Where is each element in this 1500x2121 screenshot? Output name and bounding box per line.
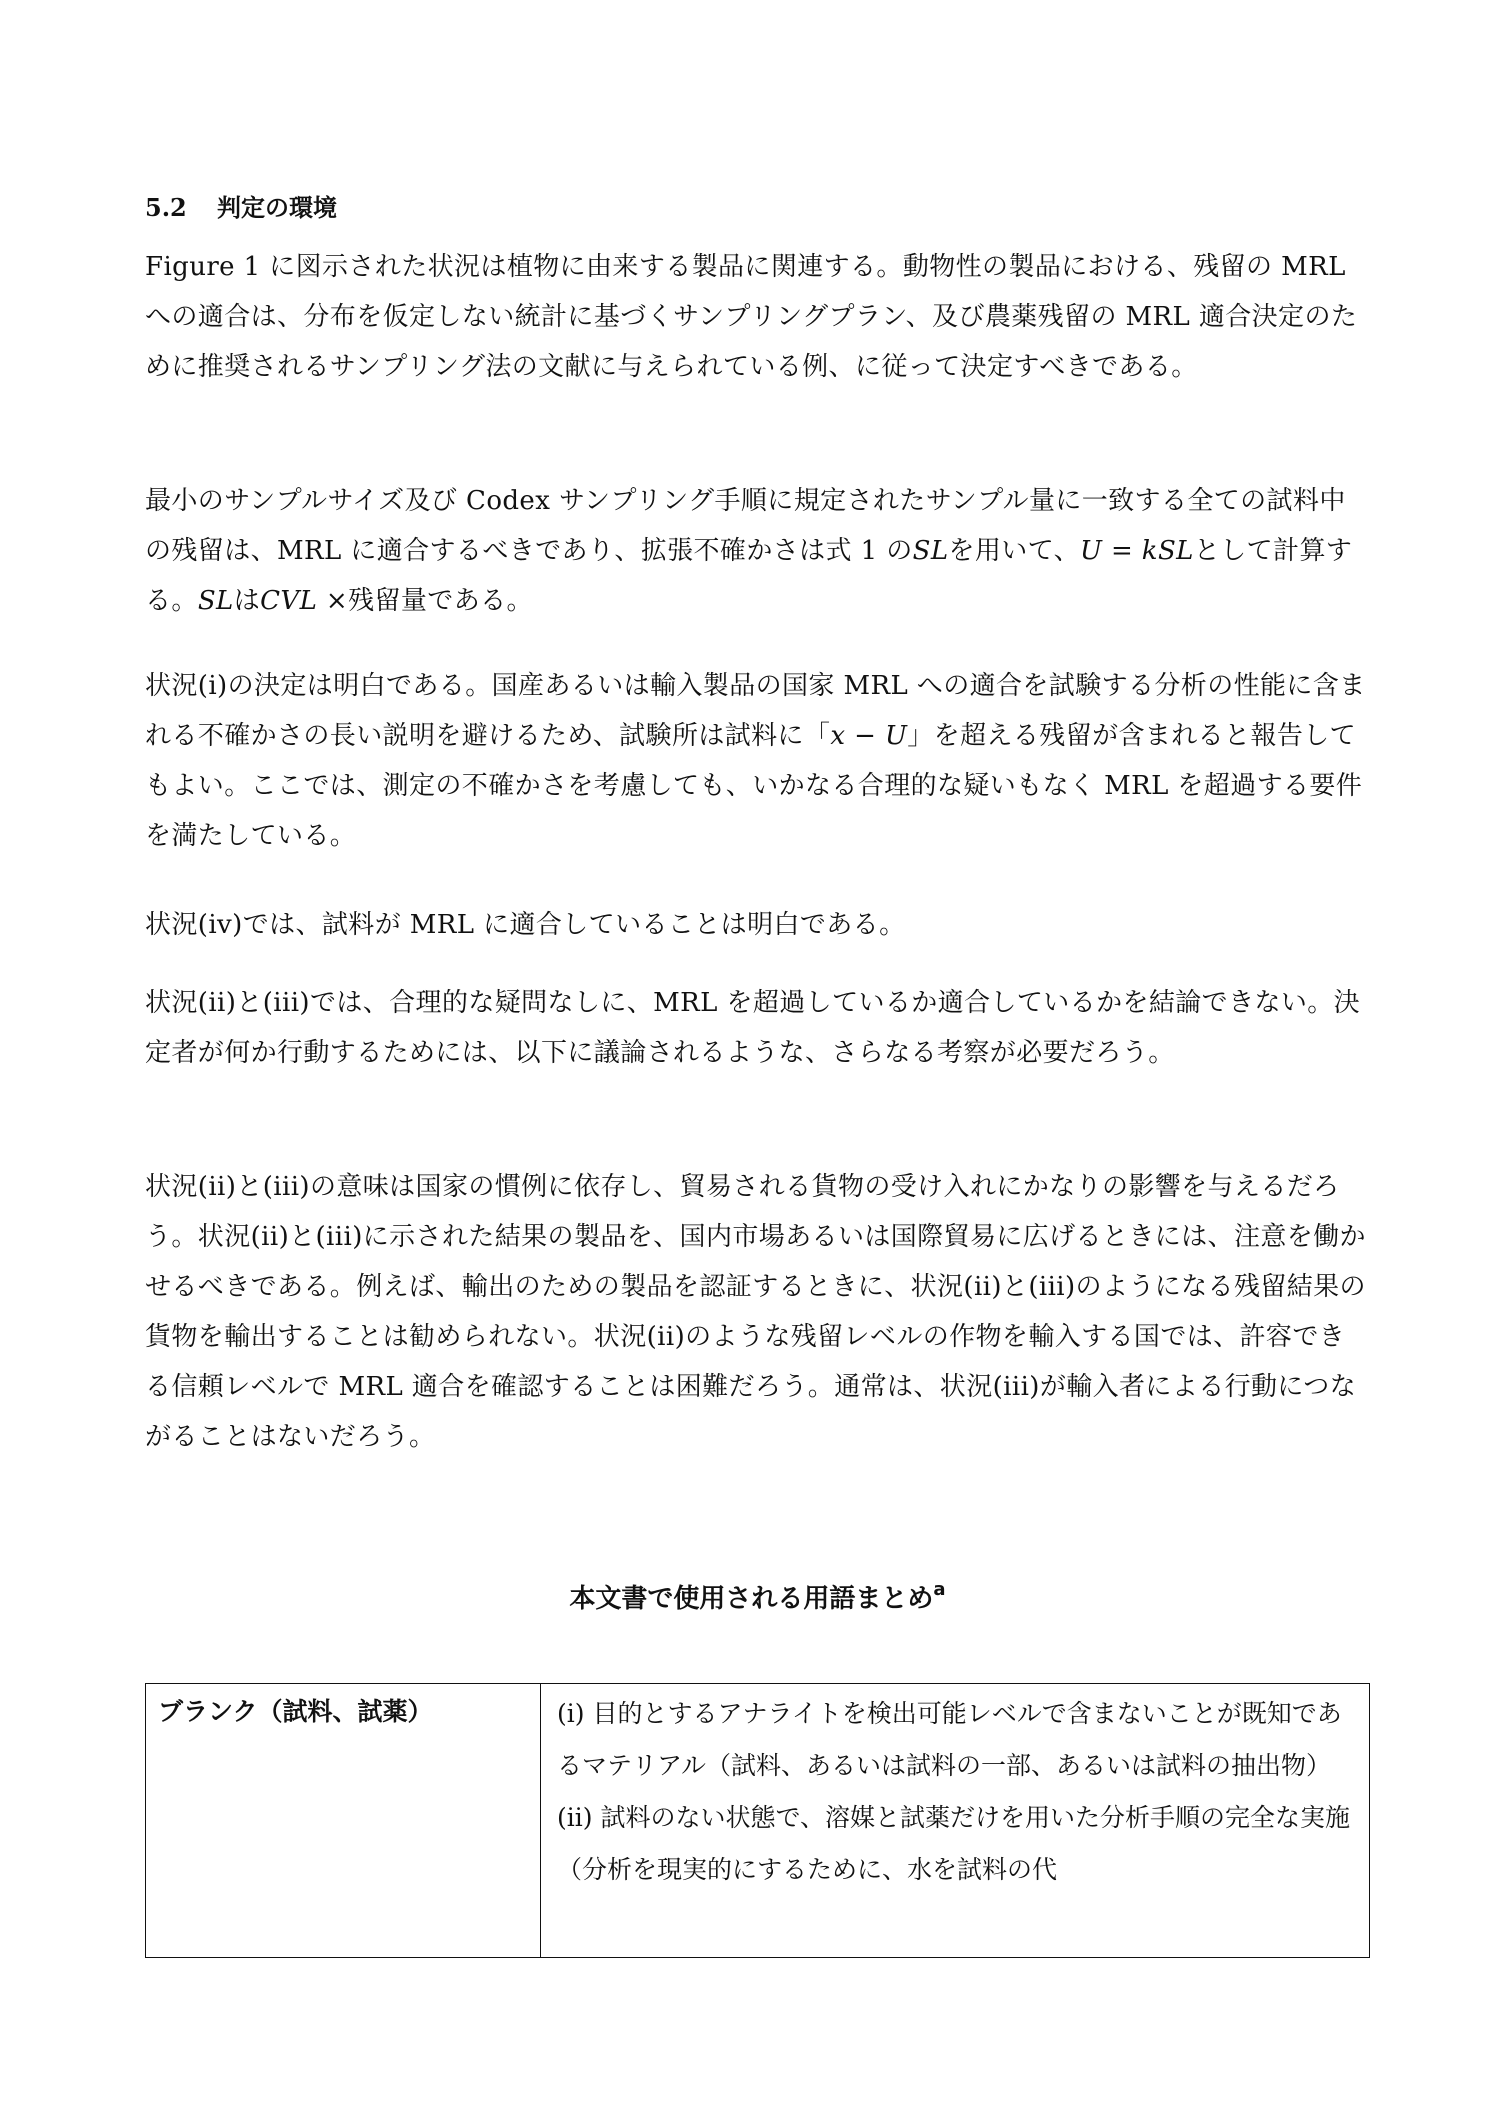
text-run: を用いて、 xyxy=(948,536,1080,566)
paragraph-text: Figure 1 に図示された状況は植物に由来する製品に関連する。動物性の製品における、残留の MRL への適合は、分布を仮定しない統計に基づくサンプリングプラン、及び農薬残留の MRL 適合決定のために推奨されるサンプリング法の文献に与えられている例、に従って決定すべきである。 xyxy=(145,252,1358,382)
section-number: 5.2 xyxy=(145,193,187,222)
text-run: として計算する。 xyxy=(145,536,1353,616)
paragraph-text: 状況(iv)では、試料が MRL に適合していることは明白である。 xyxy=(145,910,906,940)
paragraph-figure-context xyxy=(145,242,1370,392)
paragraph-situation-i xyxy=(145,661,1370,861)
text-run: ×残留量である。 xyxy=(317,586,533,616)
paragraph-situation-ii-iii xyxy=(145,978,1370,1078)
glossary-definition-item: (i) 目的とするアナライトを検出可能レベルで含まないことが既知であるマテリアル（試料、あるいは試料の一部、あるいは試料の抽出物） xyxy=(557,1699,1342,1780)
paragraph-implications xyxy=(145,1162,1370,1462)
paragraph-text xyxy=(145,661,1370,861)
math-cvl: CVL xyxy=(260,586,318,616)
paragraph-uncertainty xyxy=(145,476,1370,626)
glossary-definition-item: (ii) 試料のない状態で、溶媒と試薬だけを用いた分析手順の完全な実施（分析を現実的にするために、水を試料の代 xyxy=(557,1803,1350,1884)
glossary-definition-cell xyxy=(541,1684,1369,1957)
paragraph-text: 状況(ii)と(iii)の意味は国家の慣例に依存し、貿易される貨物の受け入れにかなりの影響を与えるだろう。状況(ii)と(iii)に示された結果の製品を、国内市場あるいは国際貿易に広げるときには、注意を働かせるべきである。例えば、輸出のための製品を認証するときに、状況(ii)と(iii)のようになる残留結果の貨物を輸出することは勧められない。状況(ii)のような残留レベルの作物を輸入する国では、許容できる信頼レベルで MRL 適合を確認することは困難だろう。通常は、状況(iii)が輸入者による行動につながることはないだろう。 xyxy=(145,1172,1366,1452)
text-run: 最小のサンプルサイズ及び Codex サンプリング手順に規定されたサンプル量に一致する全ての試料中の残留は、MRL に適合するべきであり、拡張不確かさは式 1 の xyxy=(145,486,1346,566)
math-formula: x − U xyxy=(830,721,908,751)
glossary-title-text: 本文書で使用される用語まとめ xyxy=(569,1584,934,1614)
math-sl: SL xyxy=(197,586,234,616)
text-run: は xyxy=(233,586,261,616)
paragraph-situation-iv xyxy=(145,900,1370,950)
paragraph-text: 状況(ii)と(iii)では、合理的な疑問なしに、MRL を超過しているか適合しているかを結論できない。決定者が何か行動するためには、以下に議論されるような、さらなる考察が必要だろう。 xyxy=(145,988,1361,1068)
glossary-term: ブランク（試料、試薬） xyxy=(158,1697,433,1726)
section-heading xyxy=(145,190,337,226)
section-title: 判定の環境 xyxy=(217,194,337,222)
math-formula: U = kSL xyxy=(1079,536,1194,566)
paragraph-text xyxy=(145,476,1370,626)
glossary-table xyxy=(145,1683,1370,1958)
glossary-title-footnote-marker: a xyxy=(933,1579,946,1600)
text-run: 」を超える残留が含まれると報告してもよい。ここでは、測定の不確かさを考慮しても、いかなる合理的な疑いもなく MRL を超過する要件を満たしている。 xyxy=(145,721,1363,851)
glossary-title xyxy=(145,1570,1370,1619)
glossary-term-cell xyxy=(146,1684,541,1957)
text-run: 状況(i)の決定は明白である。国産あるいは輸入製品の国家 MRL への適合を試験する分析の性能に含まれる不確かさの長い説明を避けるため、試験所は試料に「 xyxy=(145,671,1366,751)
math-sl: SL xyxy=(912,536,949,566)
